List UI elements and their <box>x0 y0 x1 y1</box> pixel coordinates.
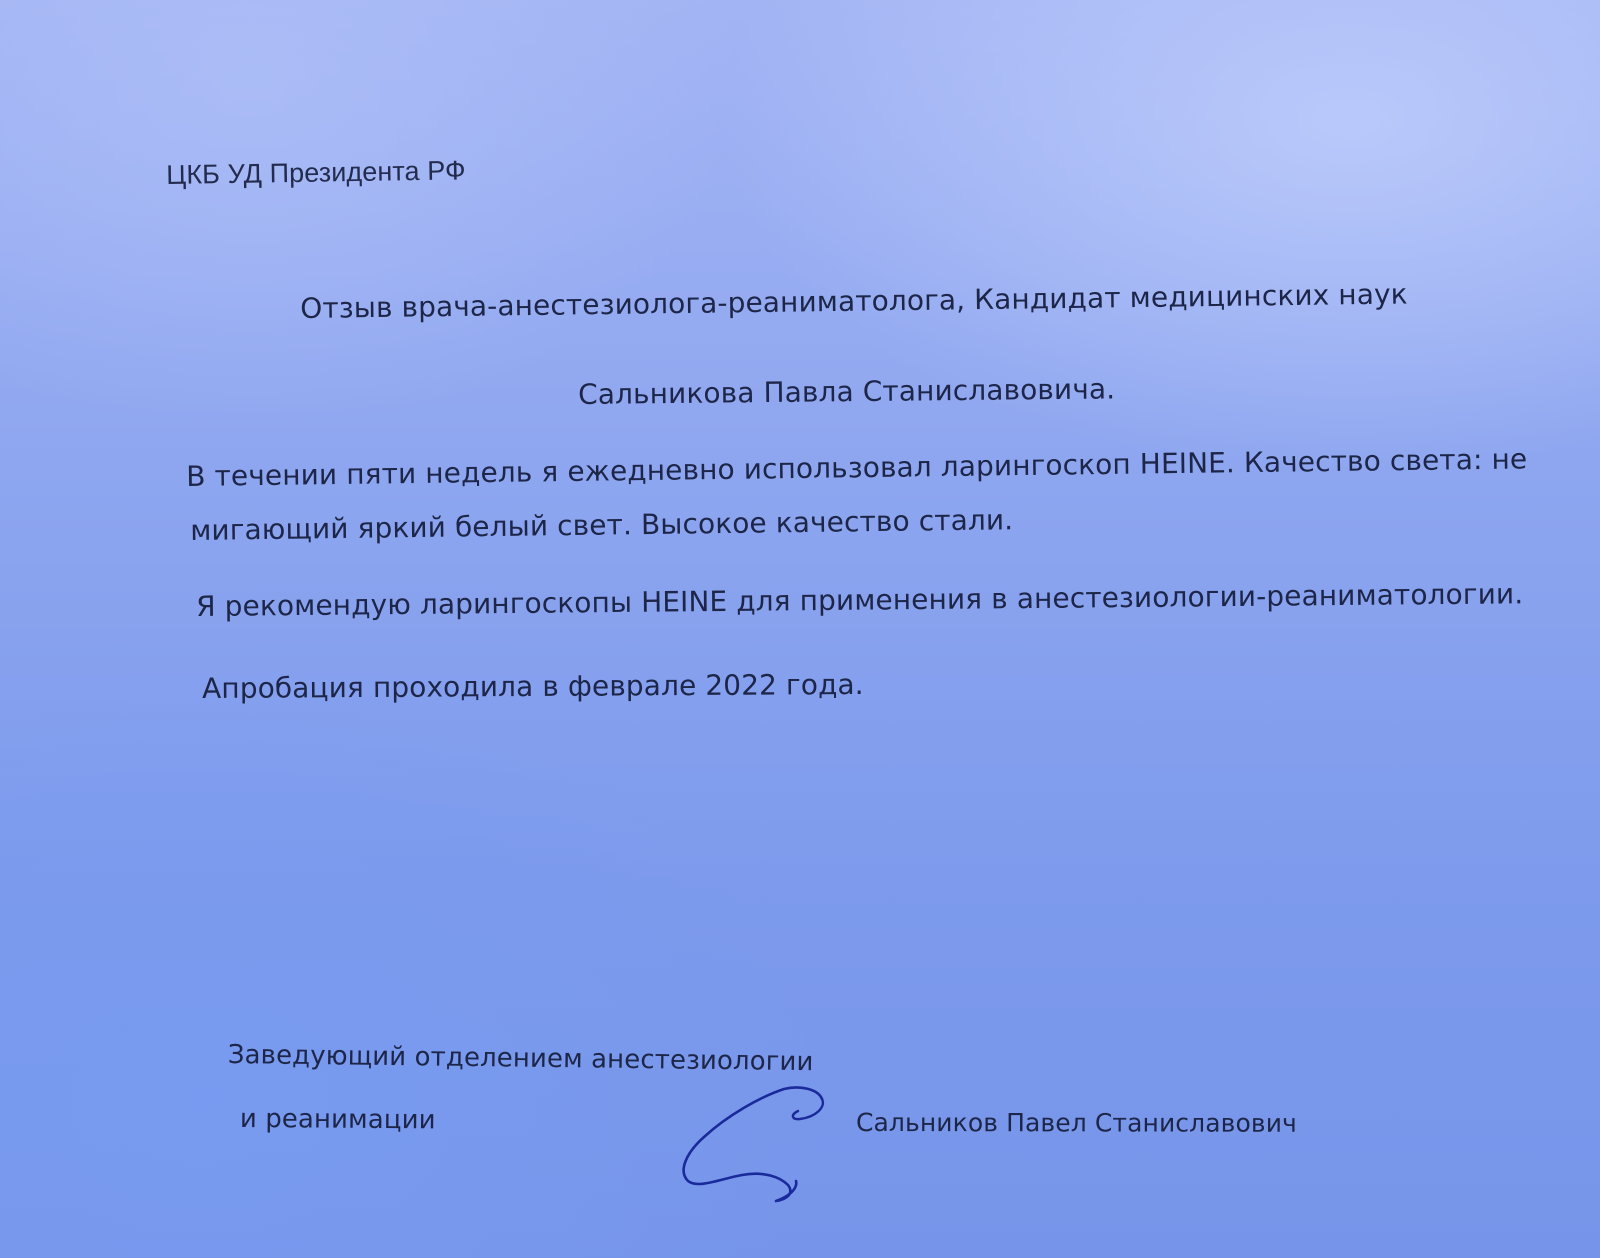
paragraph-1-line-2: мигающий яркий белый свет. Высокое качество стали. <box>190 503 1014 547</box>
document-heading-line1: Отзыв врача-анестезиолога-реаниматолога, Кандидат медицинских наук <box>300 277 1408 325</box>
signature-icon <box>680 1085 850 1215</box>
signer-position-line1: Заведующий отделением анестезиологии <box>227 1040 814 1078</box>
document-heading-line2: Сальникова Павла Станиславовича. <box>578 372 1116 411</box>
paragraph-3: Апробация проходила в феврале 2022 года. <box>202 667 864 705</box>
paragraph-1-line-1: В течении пяти недель я ежедневно использовал ларингоскоп HEINE. Качество света: не <box>186 442 1528 493</box>
paragraph-2: Я рекомендую ларингоскопы HEINE для применения в анестезиологии-реаниматологии. <box>196 577 1524 623</box>
signer-position-line2: и реанимации <box>239 1104 436 1136</box>
signer-name: Сальников Павел Станиславович <box>855 1108 1297 1138</box>
organization-name: ЦКБ УД Президента РФ <box>166 155 466 190</box>
